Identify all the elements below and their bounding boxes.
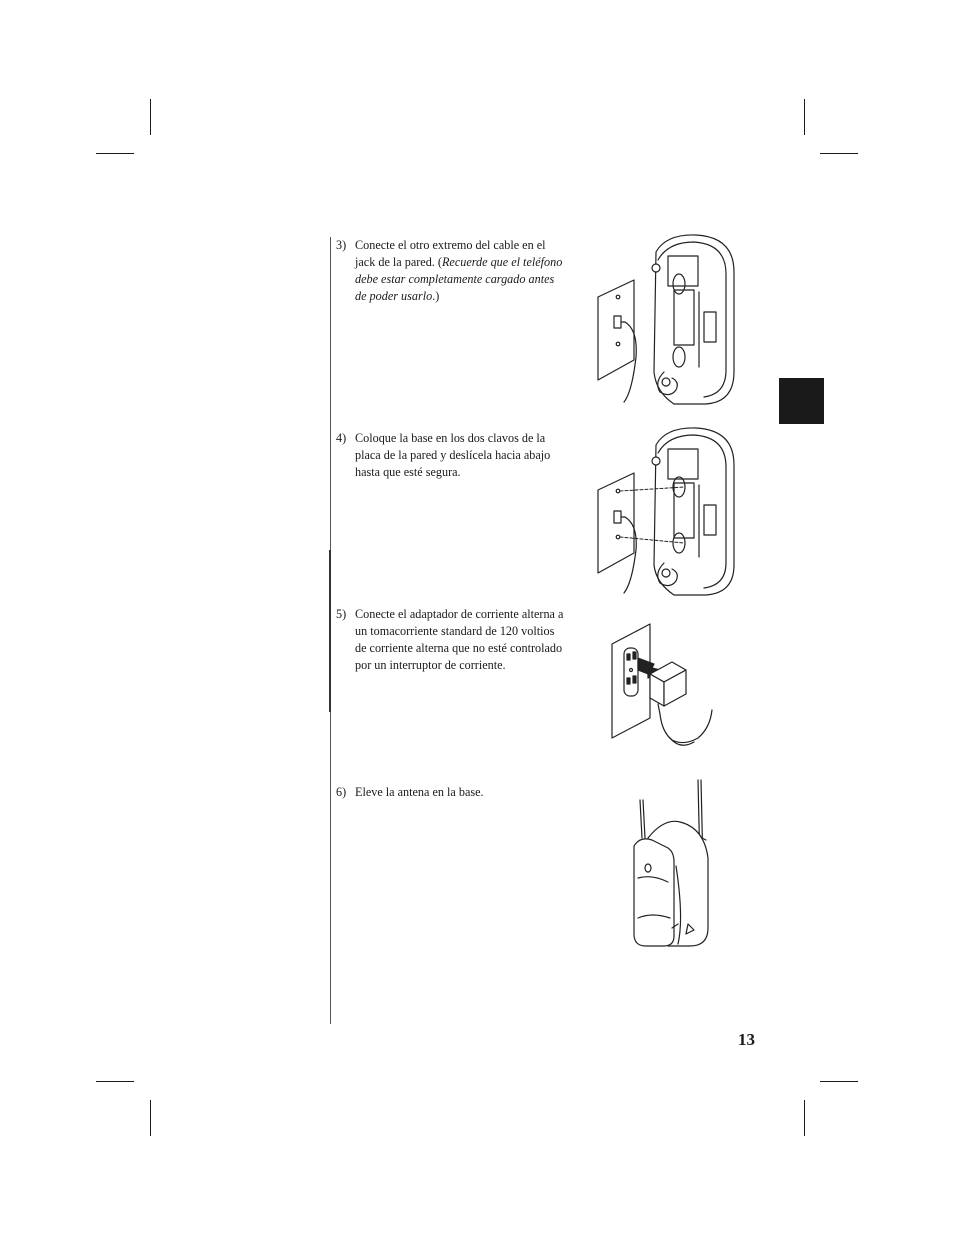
phone-base-wall-jack-illustration (596, 232, 741, 407)
step-3 (336, 237, 566, 305)
step-number: 6) (336, 785, 347, 799)
section-tab (779, 378, 824, 424)
step-text: Eleve la antena en la base. (355, 785, 484, 799)
page-number: 13 (738, 1030, 755, 1049)
step-text: Coloque la base en los dos clavos de la placa de la pared y deslícela hacia abajo hasta que esté segura. (355, 431, 551, 479)
crop-mark (96, 153, 134, 154)
step-5 (336, 606, 566, 674)
crop-mark (150, 1100, 151, 1136)
step-number: 5) (336, 607, 347, 621)
step-6 (336, 784, 566, 801)
crop-mark (96, 1081, 134, 1082)
step-4 (336, 430, 566, 481)
margin-rule (329, 550, 331, 712)
step-number: 3) (336, 238, 347, 252)
phone-antenna-illustration (628, 778, 718, 950)
ac-adapter-outlet-illustration (610, 622, 720, 750)
crop-mark (150, 99, 151, 135)
crop-mark (804, 1100, 805, 1136)
step-note: Recuerde que el teléfono debe estar completamente cargado antes de poder usarlo (355, 255, 563, 303)
crop-mark (820, 153, 858, 154)
crop-mark (820, 1081, 858, 1082)
crop-mark (804, 99, 805, 135)
step-text: Conecte el adaptador de corriente alterna a un tomacorriente standard de 120 voltios de corriente alterna que no esté controlado por un interruptor de corriente. (355, 607, 564, 672)
step-text: Conecte el otro extremo del cable en el jack de la pared. (Recuerde que el teléfono debe estar completamente cargado antes de poder usarlo.) (355, 238, 563, 303)
phone-base-mounting-illustration (596, 425, 741, 597)
step-number: 4) (336, 431, 347, 445)
